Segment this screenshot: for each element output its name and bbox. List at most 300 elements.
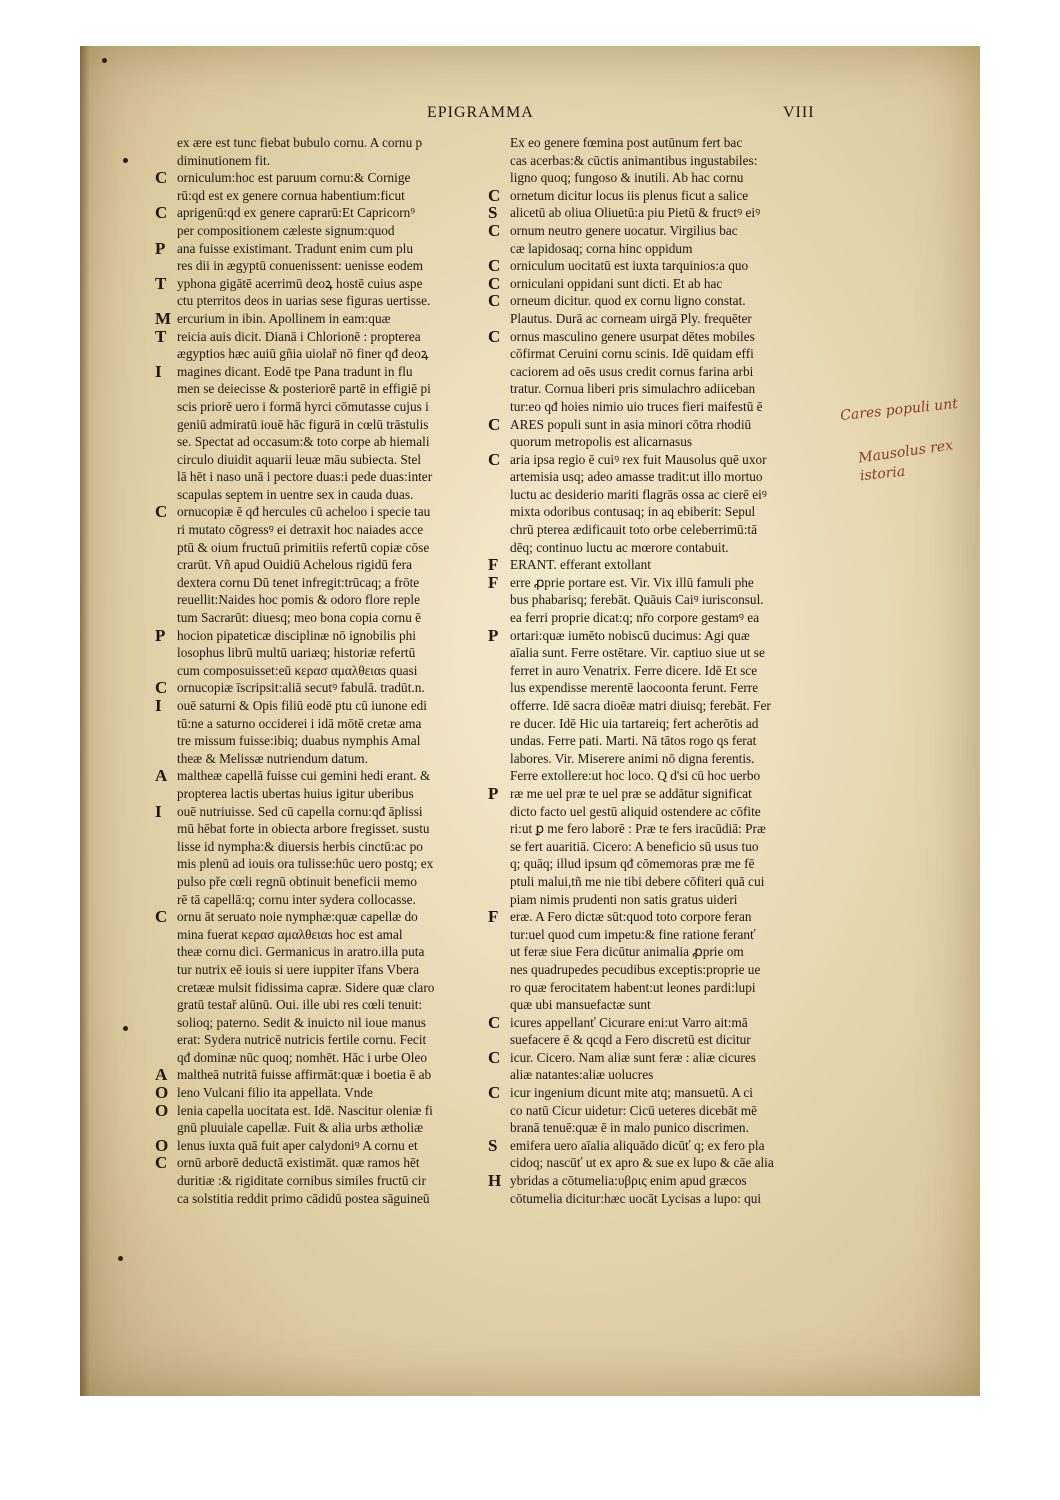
text-line: [488, 961, 868, 979]
line-text: scis priorē uero i formā hyrci cōmutasse cujus i: [177, 398, 429, 414]
initial-letter: [155, 292, 177, 310]
line-text: lenus iuxta quā fuit aper calydoniꝰ A cornu et: [177, 1137, 418, 1153]
line-text: reicia auis dicit. Dianā i Chlorionē : propterea: [177, 328, 421, 344]
initial-letter: [155, 345, 177, 363]
initial-letter: [155, 662, 177, 680]
initial-letter: [155, 820, 177, 838]
text-line: [488, 380, 868, 398]
line-text: ouē saturni & Opis filiū eodē ptu cū iunone edi: [177, 698, 428, 713]
line-text: cretææ mulsit fidissima capræ. Sidere quæ claro: [177, 979, 435, 995]
line-text: ornu āt seruato noie nymphæ:quæ capellæ do: [177, 909, 418, 925]
line-text: ri:ut ꝑ me fero laborē : Præ te fers iracūdiā: Præ: [510, 821, 766, 837]
line-text: ro quæ ferocitatem habent:ut leones pardi:lupi: [510, 979, 756, 995]
text-line: [488, 627, 868, 645]
line-text: ex ære est tunc fiebat bubulo cornu. A cornu p: [177, 135, 423, 150]
line-text: leno Vulcani filio ita appellata. Vnde: [177, 1085, 373, 1101]
line-text: orniculani oppidani sunt dicti. Et ab hac: [510, 275, 723, 291]
line-text: eræ. A Fero dictæ sūt:quod toto corpore feran: [510, 909, 752, 925]
text-line: [488, 310, 868, 328]
line-text: cōtumelia dicitur:hæc uocāt Lycisas a lupo: qui: [510, 1190, 762, 1206]
line-text: scapulas septem in uentre sex in cauda duas.: [177, 486, 414, 502]
initial-letter: [488, 961, 510, 979]
running-title: EPIGRAMMA: [427, 104, 534, 121]
line-text: solioq; paterno. Sedit & inuicto nil ioue manus: [177, 1014, 426, 1030]
line-text: suefacere ē & qcqd a Fero discretū est dicitur: [510, 1032, 751, 1048]
line-text: piam nimis prudenti non satis gratus uideri: [510, 891, 738, 907]
line-text: ornū arborē deductā existimāt. quæ ramos hēt: [177, 1155, 420, 1171]
line-text: cōfirmat Ceruini cornu scinis. Idē quidam effi: [510, 346, 754, 362]
line-text: ptū & oium fructuū primitiis refertū copiæ cōse: [177, 539, 430, 555]
initial-letter: [488, 240, 510, 258]
line-text: ctu pterritos deos in uarias sese figuras uertisse.: [177, 293, 431, 309]
initial-letter: [488, 398, 510, 416]
initial-letter: [155, 539, 177, 557]
line-text: offerre. Idē sacra dioēæ matri diuisq; ferebāt. Fer: [510, 698, 771, 713]
initial-letter: [488, 521, 510, 539]
initial-letter: M: [155, 308, 172, 328]
initial-letter: T: [155, 273, 167, 293]
text-line: [488, 1154, 868, 1172]
initial-letter: [488, 873, 510, 891]
initial-letter: [488, 891, 510, 909]
initial-letter: F: [488, 907, 499, 927]
initial-letter: C: [488, 414, 501, 434]
line-text: erre ꝓprie portare est. Vir. Vix illū famuli phe: [510, 574, 754, 590]
line-text: lā hēt i naso unā i pectore duas:i pede duas:inter: [177, 469, 433, 485]
line-text: propterea lactis ubertas huius igitur uberibus: [177, 785, 414, 801]
initial-letter: I: [155, 801, 162, 821]
line-text: ca solstitia reddit primo cādidū postea sāguineū: [177, 1190, 430, 1206]
line-text: dēq; continuo luctu ac mœrore contabuit.: [510, 539, 729, 555]
line-text: emifera uero aīalia aliquādo dicūť q; ex fero pla: [510, 1137, 765, 1153]
line-text: ornetum dicitur locus iis plenus ficut a salice: [510, 187, 749, 203]
initial-letter: [155, 996, 177, 1014]
text-line: [488, 433, 868, 451]
initial-letter: C: [488, 256, 501, 276]
initial-letter: [155, 732, 177, 750]
text-line: [488, 926, 868, 944]
initial-letter: [155, 926, 177, 944]
initial-letter: [488, 1190, 510, 1208]
text-line: [488, 152, 868, 170]
initial-letter: C: [488, 449, 501, 469]
line-text: ornum neutro genere uocatur. Virgilius bac: [510, 222, 738, 238]
text-line: [488, 1137, 868, 1155]
line-text: ornucopiæ ē qđ hercules cū acheloo i specie tau: [177, 504, 431, 520]
line-text: per compositionem cæleste signum:quod: [177, 222, 395, 238]
initial-letter: C: [488, 326, 501, 346]
text-line: [488, 134, 868, 152]
initial-letter: [155, 257, 177, 275]
text-line: [488, 503, 868, 521]
initial-letter: C: [488, 1012, 501, 1032]
line-text: hocion pipateticæ disciplinæ nō ignobilis phi: [177, 627, 416, 643]
text-line: [488, 715, 868, 733]
line-text: maltheā nutritā fuisse affirmāt:quæ i boetia ē ab: [177, 1067, 432, 1083]
initial-letter: C: [155, 168, 168, 188]
line-text: magines dicant. Eodē tpe Pana tradunt in flu: [177, 363, 413, 379]
initial-letter: P: [488, 783, 499, 803]
text-line: [488, 1119, 868, 1137]
initial-letter: [488, 380, 510, 398]
line-text: crarūt. Vñ apud Ouidiū Achelous rigidū fera: [177, 557, 412, 573]
initial-letter: [155, 134, 177, 152]
line-text: mixta odoribus contusaq; in aq ebiberit: Sepul: [510, 504, 756, 520]
initial-letter: [155, 152, 177, 170]
line-text: tū:ne a saturno occiderei i idā mōtē cretæ ama: [177, 715, 422, 731]
line-text: cum composuisset:eū κερασ αμαλθειαs quasi: [177, 662, 418, 678]
initial-letter: [155, 468, 177, 486]
text-line: [488, 732, 868, 750]
marginal-note: Mausolus rex: [857, 437, 954, 467]
text-line: [488, 855, 868, 873]
text-line: [488, 257, 868, 275]
initial-letter: [488, 838, 510, 856]
initial-letter: [155, 1049, 177, 1067]
initial-letter: [488, 1154, 510, 1172]
page-speck: [123, 1026, 128, 1031]
initial-letter: A: [155, 1065, 168, 1085]
line-text: gnū pluuiale capellæ. Fuit & alia urbs ætholiæ: [177, 1120, 423, 1136]
initial-letter: H: [488, 1171, 502, 1191]
initial-letter: [155, 1172, 177, 1190]
line-text: orniculum uocitatū est iuxta tarquinios:a quo: [510, 258, 749, 274]
line-text: se fert auaritiā. Cicero: A beneficio sū usus tuo: [510, 838, 759, 854]
line-text: co natū Cicur uidetur: Cicū ueteres dicebāt mē: [510, 1102, 758, 1118]
text-line: [488, 1031, 868, 1049]
initial-letter: F: [488, 555, 499, 575]
initial-letter: [155, 961, 177, 979]
initial-letter: I: [155, 696, 162, 715]
initial-letter: [488, 662, 510, 680]
line-text: Ferre extollere:ut hoc loco. Q d'si cū hoc uerbo: [510, 768, 761, 784]
initial-letter: [488, 1066, 510, 1084]
line-text: tre missum fuisse:ibiq; duabus nymphis Amal: [177, 733, 421, 749]
line-text: orniculum:hoc est paruum cornu:& Cornige: [177, 170, 411, 186]
text-line: [488, 169, 868, 187]
line-text: cas acerbas:& cūctis animantibus ingustabiles:: [510, 152, 758, 168]
line-text: ortari:quæ iumēto nobiscū ducimus: Agi quæ: [510, 627, 750, 643]
text-line: [488, 979, 868, 997]
line-text: yphona gigātē acerrimū deoꝝ hostē cuius aspe: [177, 275, 423, 291]
initial-letter: [155, 451, 177, 469]
line-text: circulo diuidit aquarii leuæ māu subiecta. Stel: [177, 451, 422, 467]
marginal-note: Cares populi unt: [839, 395, 959, 425]
initial-letter: [155, 416, 177, 434]
text-line: [488, 521, 868, 539]
text-line: [488, 187, 868, 205]
line-text: dicto facto uel gestū aliquid ostendere ac cōfite: [510, 803, 761, 819]
initial-letter: [488, 345, 510, 363]
text-line: [488, 328, 868, 346]
initial-letter: [155, 591, 177, 609]
text-line: [488, 943, 868, 961]
line-text: men se deiecisse & posteriorē partē in effigiē pi: [177, 381, 431, 397]
line-text: tratur. Cornua liberi pris simulachro adiiceban: [510, 381, 756, 397]
text-line: [488, 838, 868, 856]
line-text: ybridas a cōtumelia:υβρις enim apud græcos: [510, 1173, 747, 1189]
line-text: ea ferri proprie dicat:q; nr̄o corpore gestamꝰ ea: [510, 610, 760, 626]
line-text: aliæ natantes:aliæ uolucres: [510, 1067, 654, 1083]
line-text: mis plenū ad iouis ora tulisse:hūc uero postq; ex: [177, 856, 434, 872]
line-text: chrū pterea ædificauit toto orbe celeberrimū:tā: [510, 522, 757, 538]
line-text: geniū admiratū iouē hāc figurā in cœlū trāstulis: [177, 416, 429, 432]
line-text: branā tenuē:quæ ē in malo punico discrimen.: [510, 1120, 749, 1136]
line-text: caciorem ad oēs usus credit cornus farina arbi: [510, 363, 754, 379]
text-line: [488, 574, 868, 592]
text-line: [488, 1190, 868, 1208]
initial-letter: T: [155, 326, 167, 346]
line-text: ornucopiæ īscripsit:aliā secutꝰ fabulā. tradūt.n.: [177, 680, 425, 696]
line-text: maltheæ capellā fuisse cui gemini hedi erant. &: [177, 768, 431, 784]
initial-letter: [488, 310, 510, 328]
page-speck: [123, 158, 128, 163]
initial-letter: C: [155, 678, 168, 698]
page-speck: [118, 1256, 123, 1261]
line-text: lisse id nympha:& diuersis herbis cinctū:ac po: [177, 838, 423, 854]
line-text: aprigenū:qd ex genere caprarū:Et Capricorn⁹: [177, 205, 415, 221]
line-text: erat: Sydera nutricē nutricis fertile cornu. Fecit: [177, 1032, 427, 1048]
initial-letter: [488, 732, 510, 750]
line-text: rū:qd est ex genere cornua habentium:ficut: [177, 187, 405, 203]
initial-letter: [155, 750, 177, 768]
line-text: ARES populi sunt in asia minori cōtra rhodiū: [510, 416, 752, 432]
text-line: [488, 1084, 868, 1102]
initial-letter: [155, 979, 177, 997]
text-line: [488, 1102, 868, 1120]
line-text: dextera cornu Dū tenet infregit:trūcaq; a frōte: [177, 574, 420, 590]
initial-letter: [155, 398, 177, 416]
initial-letter: [155, 1190, 177, 1208]
line-text: aīalia sunt. Ferre ostētare. Vir. captiuo siue ut se: [510, 645, 765, 661]
initial-letter: [155, 556, 177, 574]
line-text: icur ingenium dicunt mite atq; mansuetū. A ci: [510, 1085, 753, 1101]
text-line: [488, 292, 868, 310]
initial-letter: [155, 1014, 177, 1032]
initial-letter: P: [155, 238, 166, 258]
line-text: se. Spectat ad occasum:& toto corpe ab hiemali: [177, 434, 430, 450]
text-line: [488, 468, 868, 486]
text-line: [488, 820, 868, 838]
line-text: q; quāq; illud ipsum qđ cōmemoras præ me fē: [510, 856, 755, 872]
initial-letter: [488, 591, 510, 609]
text-line: [488, 486, 868, 504]
initial-letter: O: [155, 1135, 169, 1155]
text-line: [488, 222, 868, 240]
line-text: orneum dicitur. quod ex cornu ligno constat.: [510, 293, 746, 309]
initial-letter: C: [155, 502, 168, 522]
line-text: pulso pře cœli regnū obtinuit beneficii memo: [177, 873, 418, 889]
text-line: [488, 750, 868, 768]
line-text: ana fuisse existimant. Tradunt enim cum plu: [177, 240, 413, 256]
initial-letter: C: [488, 273, 501, 293]
initial-letter: [155, 486, 177, 504]
initial-letter: [488, 715, 510, 733]
line-text: reuellit:Naides hoc pomis & odoro flore reple: [177, 592, 420, 608]
text-line: [488, 767, 868, 785]
line-text: Plautus. Durā ac corneam uirgā Ply. frequēter: [510, 310, 752, 326]
line-text: rē tā capellā:q; cornu inter sydera collocasse.: [177, 891, 416, 907]
initial-letter: [488, 152, 510, 170]
initial-letter: [488, 1031, 510, 1049]
line-text: artemisia usq; adeo amasse tradit:ut illo mortuo: [510, 469, 763, 485]
text-line: [488, 416, 868, 434]
text-line: [488, 785, 868, 803]
text-line: [488, 275, 868, 293]
line-text: undas. Ferre pati. Marti. Nā tātos rogo qs ferat: [510, 733, 757, 749]
line-text: ornus masculino genere usurpat dētes mobiles: [510, 328, 755, 344]
text-line: [488, 662, 868, 680]
text-line: [488, 451, 868, 469]
text-line: [488, 644, 868, 662]
line-text: quorum metropolis est alicarnasus: [510, 434, 693, 450]
scanned-page: [80, 46, 980, 1396]
initial-letter: [488, 767, 510, 785]
line-text: ægyptios hæc auiū gñia uiolař nō finer qđ deoꝝ: [177, 346, 429, 362]
line-text: res dii in ægyptū conuenissent: uenisse eodem: [177, 258, 423, 274]
initial-letter: [488, 169, 510, 187]
initial-letter: [488, 803, 510, 821]
line-text: ræ me uel præ te uel præ se addātur significat: [510, 785, 752, 801]
initial-letter: [155, 380, 177, 398]
line-text: diminutionem fit.: [177, 152, 271, 168]
initial-letter: [488, 926, 510, 944]
initial-letter: O: [155, 1100, 169, 1120]
text-line: [488, 891, 868, 909]
text-line: [488, 539, 868, 557]
right-column: [488, 134, 868, 1207]
text-line: [488, 1172, 868, 1190]
line-text: aria ipsa regio ē cuiꝰ rex fuit Mausolus quē uxor: [510, 451, 767, 467]
line-text: mina fuerat κερασ αμαλθειαs hoc est amal: [177, 926, 403, 942]
initial-letter: [488, 750, 510, 768]
text-line: [488, 908, 868, 926]
line-text: qđ dominæ nūc quoq; nomhēt. Hāc i urbe Oleo: [177, 1049, 428, 1065]
line-text: mū hēbat forte in obiecta arbore fregisset. sustu: [177, 821, 430, 837]
line-text: tum Sacrarūt: diuesq; meo bona copia cornu ē: [177, 610, 422, 626]
line-text: bus phabarisq; ferebāt. Quāuis Caiꝰ iurisconsul.: [510, 592, 764, 608]
initial-letter: [488, 134, 510, 152]
initial-letter: [155, 1119, 177, 1137]
initial-letter: [488, 539, 510, 557]
line-text: losophus librū multū uariæq; historiæ refertū: [177, 645, 416, 661]
line-text: lenia capella uocitata est. Idē. Nascitur oleniæ fi: [177, 1102, 433, 1118]
line-text: icures appellanť Cicurare eni:ut Varro ait:mā: [510, 1014, 748, 1030]
line-text: luctu ac desiderio mariti flagrās ossa ac cierē eiꝰ: [510, 486, 767, 502]
initial-letter: [488, 979, 510, 997]
initial-letter: [155, 574, 177, 592]
initial-letter: [155, 873, 177, 891]
initial-letter: [155, 891, 177, 909]
line-text: re ducer. Idē Hic uia tartareiq; fert acherōtis ad: [510, 715, 759, 731]
initial-letter: [488, 433, 510, 451]
line-text: tur nutrix eē iouis si uere iuppiter īfans Vbera: [177, 961, 419, 977]
initial-letter: I: [155, 361, 162, 381]
initial-letter: C: [488, 1047, 501, 1067]
initial-letter: [155, 609, 177, 627]
initial-letter: [488, 609, 510, 627]
text-line: [488, 803, 868, 821]
initial-letter: O: [155, 1083, 169, 1103]
initial-letter: C: [488, 185, 501, 205]
text-line: [488, 873, 868, 891]
line-text: ferret in auro Venatrix. Ferre dicere. Idē Et sce: [510, 662, 758, 678]
initial-letter: C: [155, 1153, 168, 1173]
line-text: ouē nutriuisse. Sed cū capella cornu:qđ āplissi: [177, 803, 423, 819]
initial-letter: [155, 644, 177, 662]
initial-letter: [155, 785, 177, 803]
initial-letter: P: [155, 625, 166, 645]
initial-letter: [488, 1102, 510, 1120]
initial-letter: [488, 697, 510, 715]
initial-letter: [155, 433, 177, 451]
initial-letter: [155, 943, 177, 961]
initial-letter: [155, 521, 177, 539]
text-line: [488, 679, 868, 697]
line-text: cæ lapidosaq; corna hinc oppidum: [510, 240, 693, 256]
initial-letter: [488, 996, 510, 1014]
initial-letter: A: [155, 766, 168, 786]
initial-letter: [155, 715, 177, 733]
initial-letter: C: [488, 1083, 501, 1103]
text-line: [488, 363, 868, 381]
line-text: alicetū ab oliua Oliuetū:a piu Pietū & fructꝰ eiꝰ: [510, 205, 761, 221]
initial-letter: C: [488, 291, 501, 311]
line-text: ri mutato cōgressꝰ ei detraxit hoc naiades acce: [177, 522, 424, 538]
initial-letter: [155, 187, 177, 205]
initial-letter: F: [488, 572, 499, 592]
line-text: tur:uel quod cum impetu:& fine ratione feranť: [510, 926, 756, 942]
initial-letter: [488, 503, 510, 521]
line-text: tur:eo qđ hoies nimio uio truces fieri maifestū ē: [510, 398, 763, 414]
initial-letter: [155, 855, 177, 873]
line-text: quæ ubi mansuefactæ sunt: [510, 997, 651, 1013]
text-line: [488, 996, 868, 1014]
line-text: gratū testař alūnū. Oui. ille ubi res cœli tenuit:: [177, 997, 423, 1013]
text-line: [488, 1066, 868, 1084]
initial-letter: [155, 838, 177, 856]
text-line: [488, 1049, 868, 1067]
line-text: ptuli malui,tñ me nie tibi debere cōfiteri quā cui: [510, 873, 765, 889]
initial-letter: [488, 363, 510, 381]
initial-letter: [488, 644, 510, 662]
text-line: [488, 556, 868, 574]
text-line: [488, 1014, 868, 1032]
initial-letter: [488, 943, 510, 961]
line-text: ercurium in ibin. Apollinem in eam:quæ: [177, 310, 391, 326]
initial-letter: P: [488, 625, 499, 645]
folio-number: VIII: [783, 104, 815, 121]
text-line: [488, 240, 868, 258]
text-line: [488, 204, 868, 222]
initial-letter: [155, 1031, 177, 1049]
page-speck: [102, 58, 107, 63]
line-text: theæ cornu dici. Germanicus in aratro.illa puta: [177, 944, 425, 960]
line-text: cidoq; nascūť ut ex apro & sue ex lupo & cāe alia: [510, 1155, 774, 1171]
line-text: nes quadrupedes pecudibus exceptis:proprie ue: [510, 961, 761, 977]
text-line: [488, 609, 868, 627]
initial-letter: [488, 679, 510, 697]
initial-letter: [488, 1119, 510, 1137]
initial-letter: [488, 855, 510, 873]
text-line: [488, 697, 868, 715]
marginal-note: istoria: [859, 463, 906, 485]
initial-letter: C: [155, 907, 168, 927]
text-line: [488, 591, 868, 609]
initial-letter: S: [488, 203, 498, 223]
line-text: lus expendisse merentē laocoonta ferunt. Ferre: [510, 680, 759, 696]
line-text: ligno quoq; fungoso & inutili. Ab hac cornu: [510, 170, 744, 186]
